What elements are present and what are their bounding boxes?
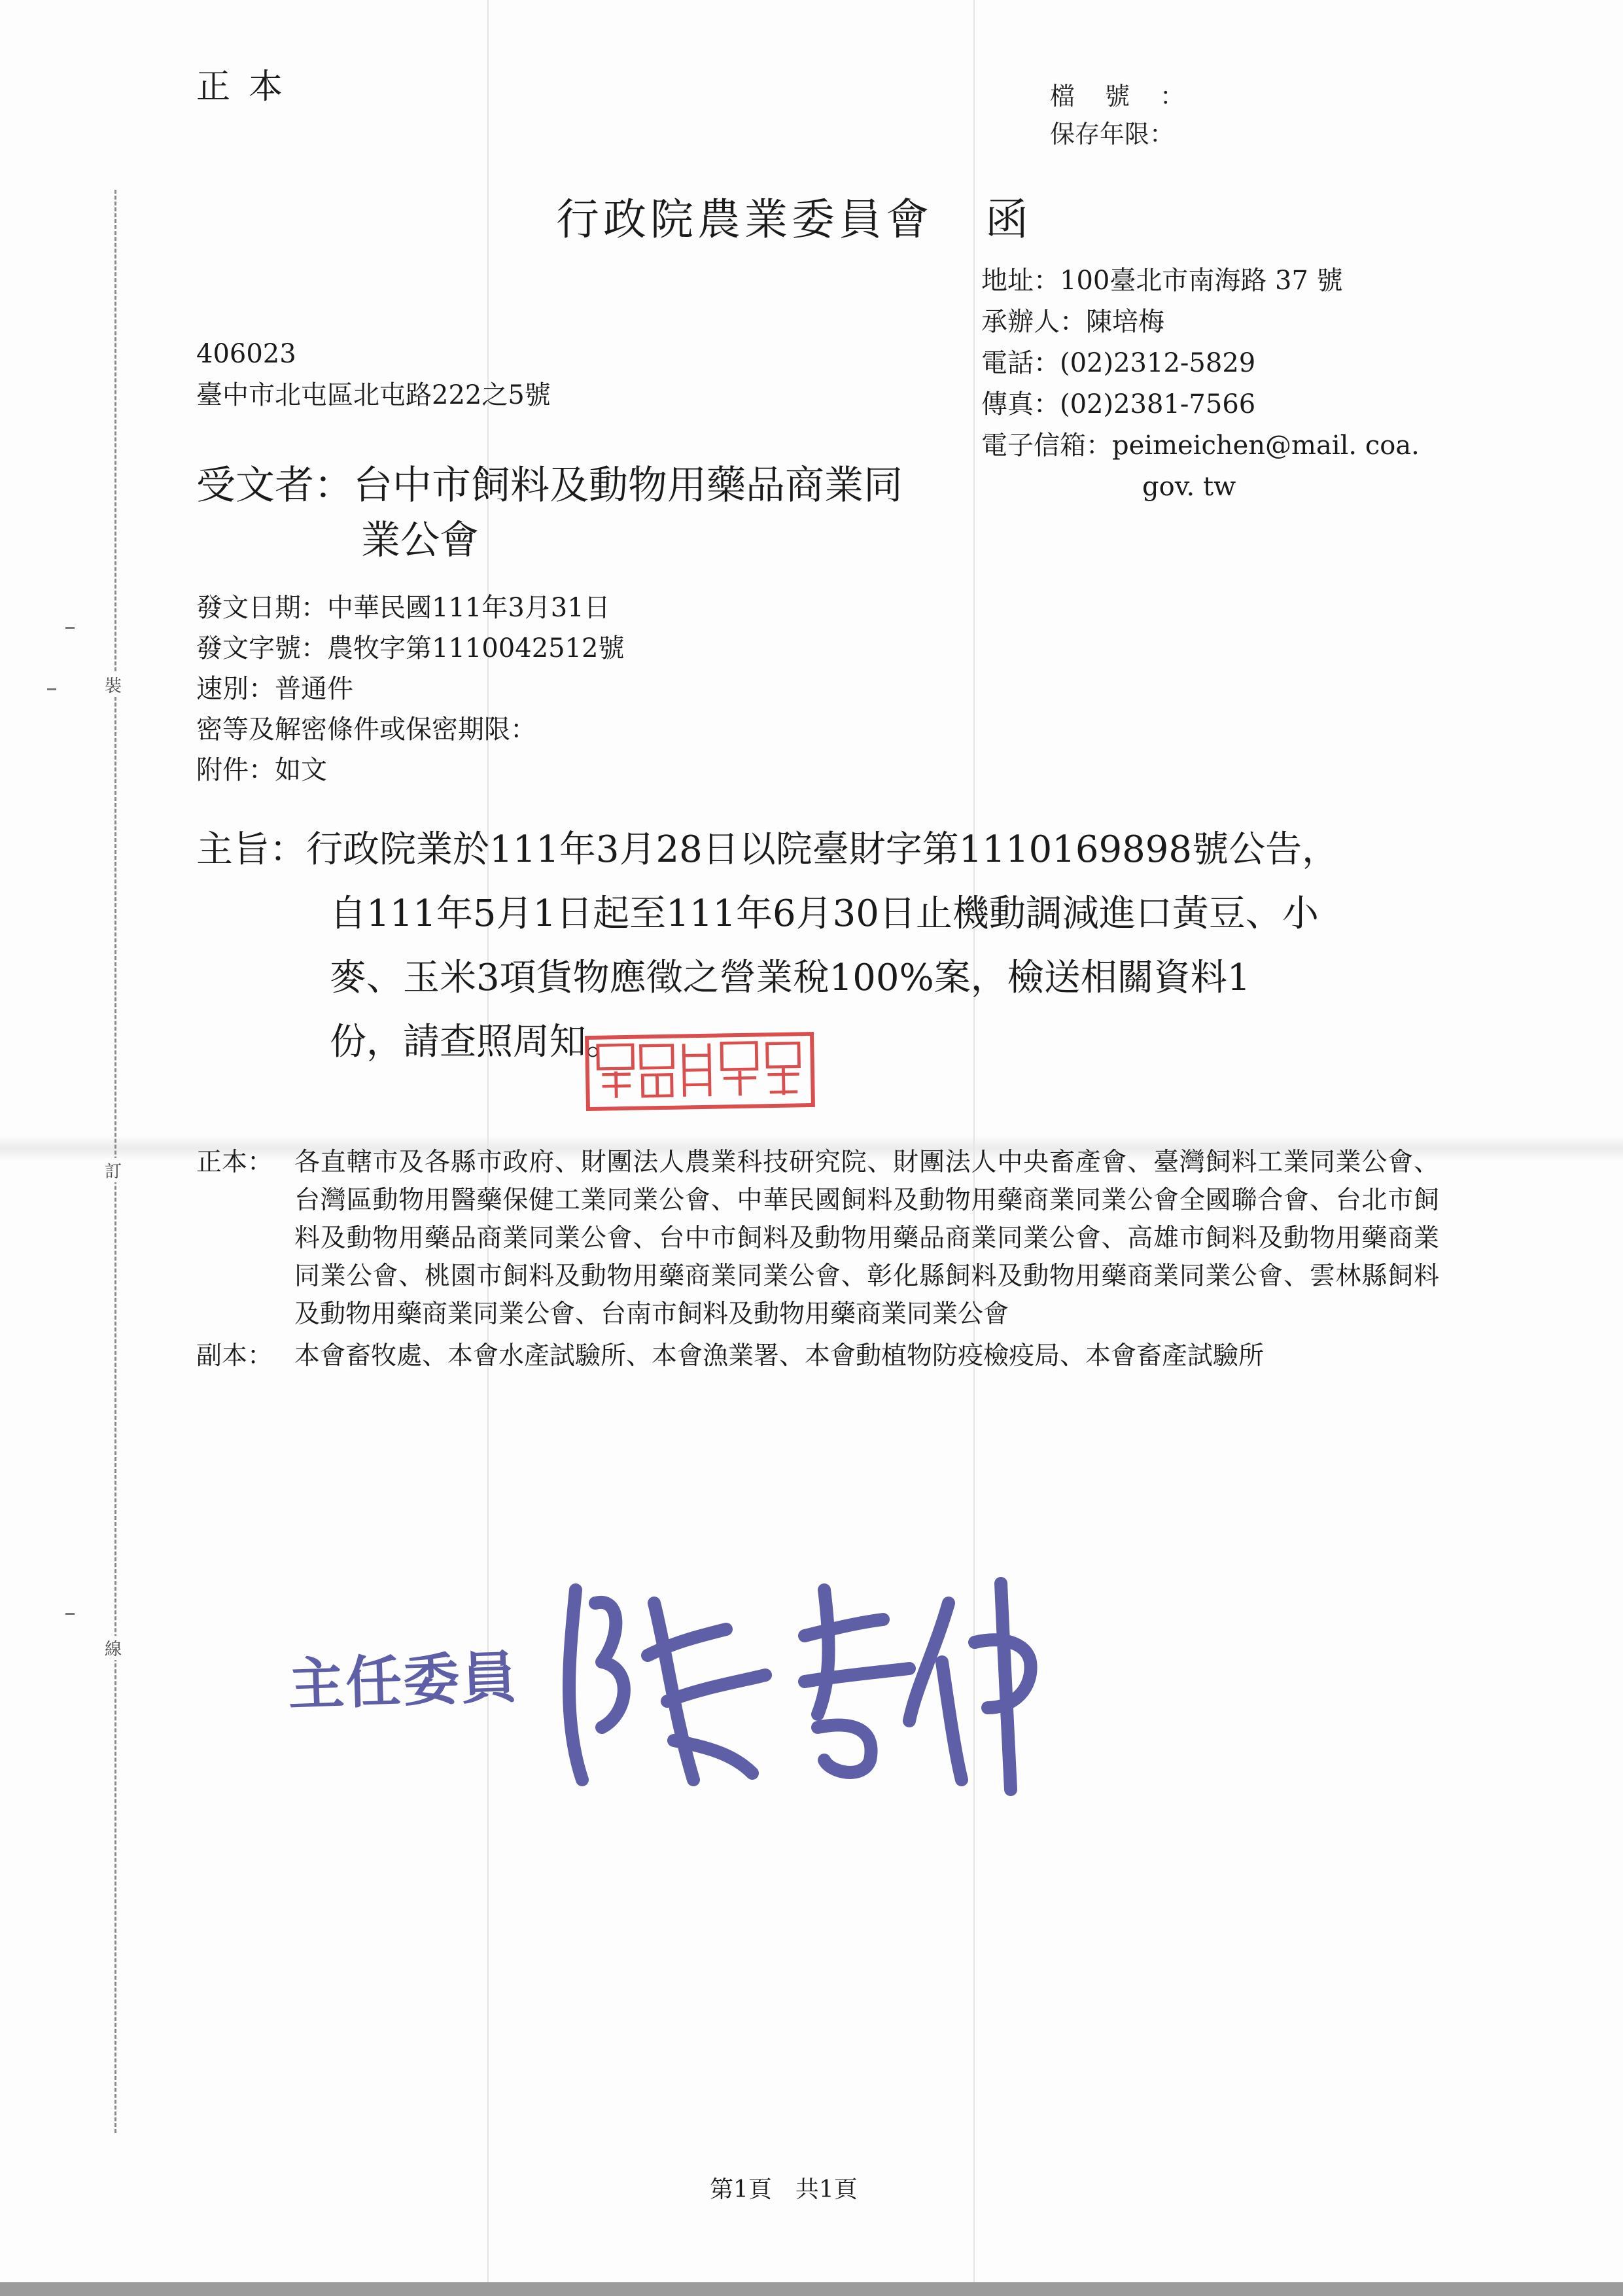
page-number	[710, 2171, 858, 2204]
hole-mark	[65, 627, 75, 629]
contact-fax: 傳真：(02)2381-7566	[981, 389, 1256, 419]
binding-char-zhuang: 裝	[105, 673, 122, 697]
hole-mark	[65, 1613, 75, 1615]
meta-block	[196, 588, 625, 790]
signature-strokes	[543, 1564, 1066, 1806]
recipient-line1: 受文者：台中市飼料及動物用藥品商業同	[196, 463, 903, 508]
binding-char-ding: 訂	[105, 1158, 122, 1182]
meta-doc-number: 發文字號：農牧字第1110042512號	[196, 633, 625, 663]
distribution-main	[196, 1144, 1439, 1333]
contact-address: 地址：100臺北市南海路 37 號	[981, 266, 1343, 296]
recipient-line2: 業公會	[361, 518, 479, 563]
meta-date: 發文日期：中華民國111年3月31日	[196, 593, 610, 623]
distribution-cc	[196, 1337, 1439, 1375]
subject-line2: 自111年5月1日起至111年6月30日止機動調減進口黃豆、小	[330, 892, 1319, 935]
contact-email-line2: gov. tw	[1142, 472, 1236, 502]
hole-mark	[47, 688, 56, 690]
retention-label: 保存年限：	[1050, 120, 1175, 149]
file-number-label: 檔號：	[1050, 82, 1215, 111]
subject-line3: 麥、玉米3項貨物應徵之營業稅100%案，檢送相關資料1	[330, 957, 1251, 999]
distribution-main-label: 正本：	[196, 1148, 273, 1177]
meta-secrecy: 密等及解密條件或保密期限：	[196, 715, 536, 745]
subject-line4: 份，請查照周知。	[330, 1021, 623, 1063]
distribution-cc-text: 本會畜牧處、本會水產試驗所、本會漁業署、本會動植物防疫檢疫局、本會畜產試驗所	[294, 1341, 1265, 1371]
recipient-block	[196, 458, 903, 568]
title-type: 函	[985, 194, 1032, 245]
signature-title-stamp: 主任委員	[287, 1644, 519, 1719]
scan-bottom-band	[0, 2282, 1623, 2296]
page-current: 第1頁	[710, 2176, 772, 2203]
contact-phone: 電話：(02)2312-5829	[981, 348, 1256, 378]
meta-attachment: 附件：如文	[196, 755, 327, 785]
seal-glyphs	[589, 1036, 811, 1107]
official-seal-stamp	[585, 1032, 815, 1111]
copy-mark: 正本	[196, 67, 302, 107]
distribution-block	[196, 1144, 1439, 1379]
distribution-cc-label: 副本：	[196, 1341, 273, 1371]
contact-handler: 承辦人：陳培梅	[981, 307, 1164, 337]
distribution-main-text: 各直轄市及各縣市政府、財團法人農業科技研究院、財團法人中央畜產會、臺灣飼料工業同業公會、台灣區動物用醫藥保健工業同業公會、中華民國飼料及動物用藥商業同業公會全國聯合會、台北市飼料及動物用藥品商業同業公會、台中市飼料及動物用藥品商業同業公會、高雄市飼料及動物用藥商業同業公會、桃園市飼料及動物用藥商業同業公會、彰化縣飼料及動物用藥商業同業公會、雲林縣飼料及動物用藥商業同業公會、台南市飼料及動物用藥商業同業公會	[294, 1148, 1439, 1329]
handwritten-signature	[543, 1564, 1066, 1806]
binding-char-xian: 線	[105, 1636, 122, 1660]
file-info	[1050, 77, 1215, 153]
document-title	[556, 185, 1032, 247]
recipient-address: 臺中市北屯區北屯路222之5號	[196, 380, 551, 410]
page-total: 共1頁	[795, 2176, 858, 2203]
subject-line1: 主旨：行政院業於111年3月28日以院臺財字第1110169898號公告，	[196, 828, 1339, 871]
recipient-zip: 406023	[196, 339, 296, 369]
contact-email-line1: 電子信箱：peimeichen@mail. coa.	[981, 431, 1420, 461]
meta-speed: 速別：普通件	[196, 674, 353, 704]
title-org: 行政院農業委員會	[556, 194, 933, 245]
contact-block	[981, 260, 1420, 508]
recipient-address-block	[196, 334, 551, 416]
